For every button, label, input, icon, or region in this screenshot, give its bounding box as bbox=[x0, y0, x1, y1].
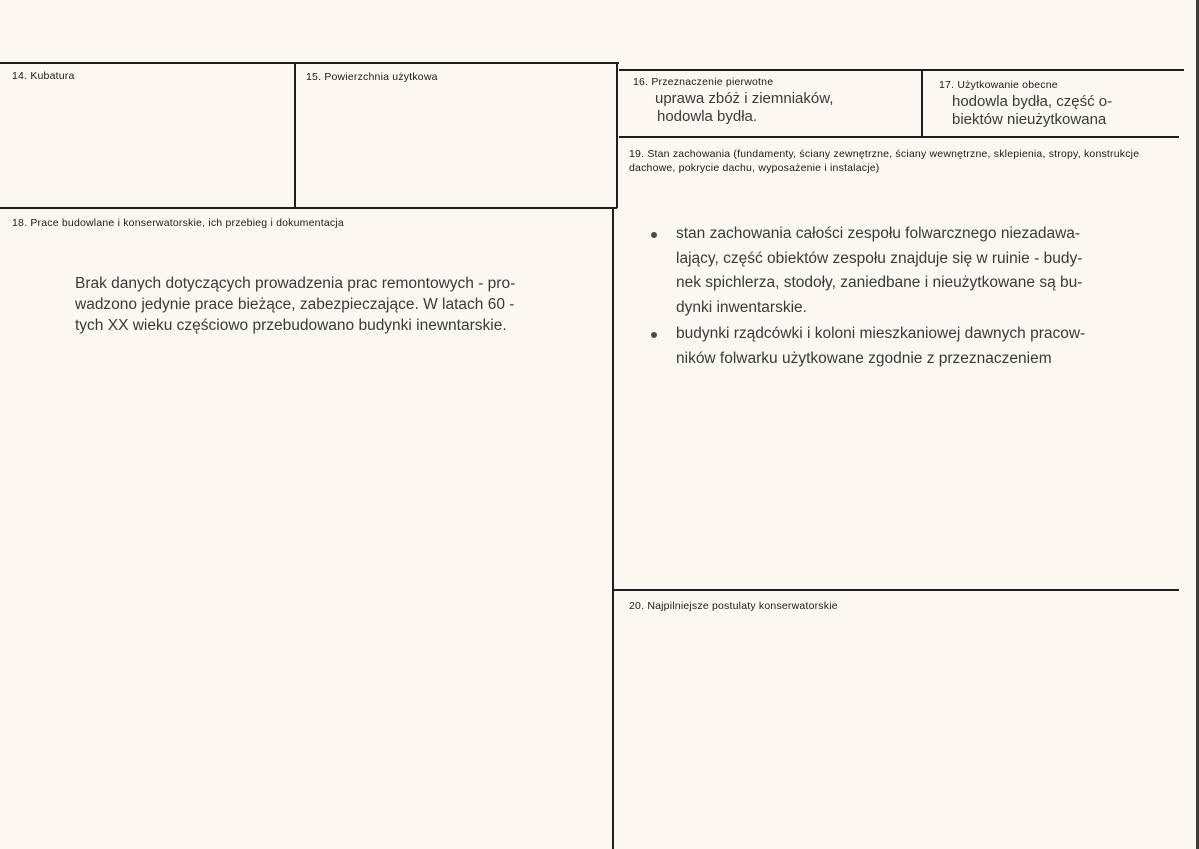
field-15-label: 15. Powierzchnia użytkowa bbox=[306, 71, 438, 83]
field-16-value-line-1: uprawa zbóż i ziemniaków, bbox=[655, 90, 834, 107]
list-item-line: dynki inwentarskie. bbox=[676, 298, 807, 316]
list-item-line: nek spichlerza, stodoły, zaniedbane i nieużytkowane są bu- bbox=[676, 274, 1083, 291]
field-16-value bbox=[655, 90, 833, 126]
divider-14-15 bbox=[294, 63, 296, 208]
list-item-line: stan zachowania całości zespołu folwarcznego niezadawa- bbox=[676, 225, 1081, 242]
field-18-value-line-2: wadzono jedynie prace bieżące, zabezpieczające. W latach 60 - bbox=[75, 296, 515, 313]
field-19-label: 19. Stan zachowania (fundamenty, ściany zewnętrzne, ściany wewnętrzne, sklepienia, stropy, konstrukcje dachowe, pokrycie dachu, wyposażenie i instalacje) bbox=[629, 148, 1140, 174]
field-18-label: 18. Prace budowlane i konserwatorskie, ich przebieg i dokumentacja bbox=[12, 217, 344, 229]
divider-under-16-17 bbox=[619, 136, 1179, 138]
divider-under-14-15 bbox=[0, 207, 617, 209]
list-item-line: lający, część obiektów zespołu znajduje się w ruinie - budy- bbox=[676, 249, 1083, 267]
field-19-list bbox=[651, 222, 1151, 371]
divider-above-20 bbox=[614, 589, 1179, 591]
divider-center-lower bbox=[612, 207, 614, 849]
list-item bbox=[651, 222, 1151, 320]
bullet-icon bbox=[651, 232, 657, 238]
field-18-value-line-3: tych XX wieku częściowo przebudowano budynki inewntarskie. bbox=[75, 317, 507, 334]
field-18-value-line-1: Brak danych dotyczących prowadzenia prac remontowych - pro- bbox=[75, 275, 516, 292]
field-16-value-line-2: hodowla bydła. bbox=[657, 108, 758, 125]
field-17-value bbox=[952, 93, 1112, 129]
divider-16-17 bbox=[921, 70, 923, 137]
field-20-label: 20. Najpilniejsze postulaty konserwatorskie bbox=[629, 600, 838, 612]
field-16-label: 16. Przeznaczenie pierwotne bbox=[633, 76, 774, 88]
bullet-icon bbox=[651, 332, 657, 338]
field-17-label: 17. Użytkowanie obecne bbox=[939, 79, 1058, 91]
list-item bbox=[651, 322, 1151, 371]
field-17-value-line-2: biektów nieużytkowana bbox=[952, 111, 1107, 128]
field-18-value bbox=[75, 273, 515, 336]
divider-top-right bbox=[619, 69, 1184, 71]
divider-center-upper bbox=[616, 63, 618, 208]
field-17-value-line-1: hodowla bydła, część o- bbox=[952, 93, 1113, 110]
field-14-label: 14. Kubatura bbox=[12, 70, 75, 82]
list-item-line: ników folwarku użytkowane zgodnie z przeznaczeniem bbox=[676, 349, 1052, 367]
list-item-line: budynki rządcówki i koloni mieszkaniowej dawnych pracow- bbox=[676, 325, 1086, 342]
divider-top-left bbox=[0, 62, 619, 64]
